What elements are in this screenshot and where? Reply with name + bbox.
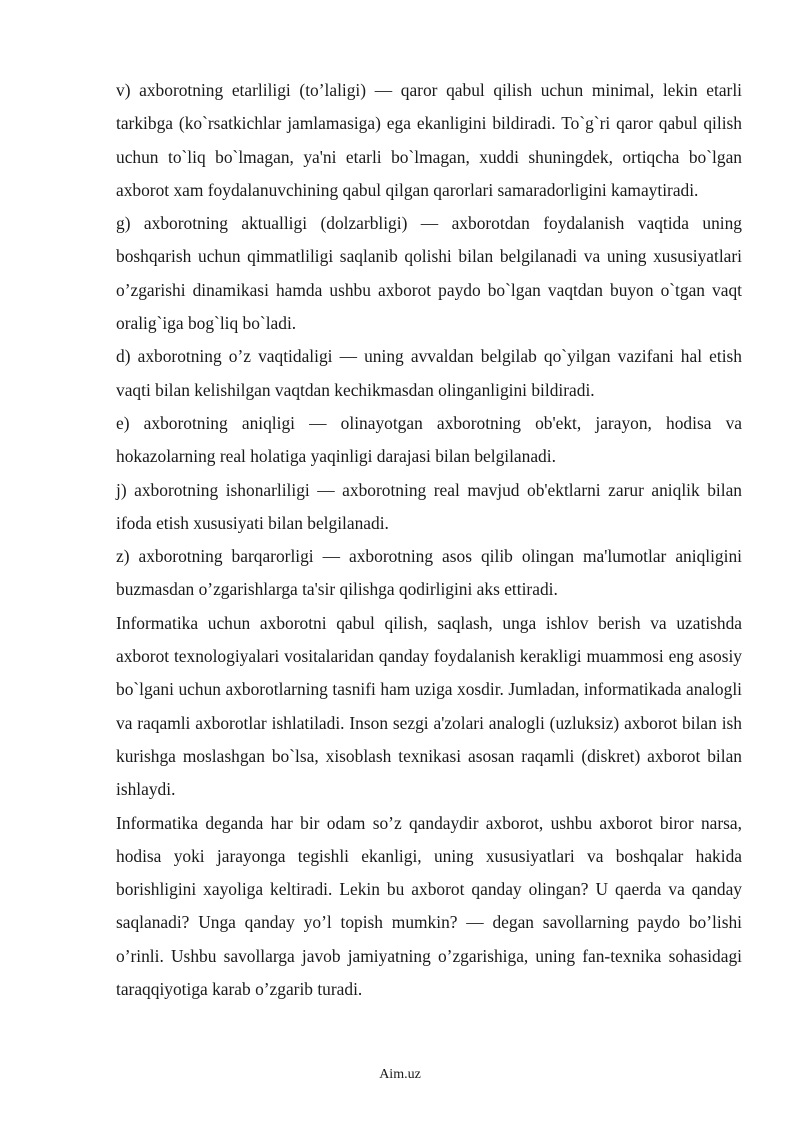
page-footer: Aim.uz [379,1067,421,1082]
paragraph-vaqtidaligi: d) axborotning o’z vaqtidaligi — uning avvaldan belgilab qo`yilgan vazifani hal etish vaqti bilan kelishilgan vaqtdan kechikmasdan olinganligini bildiradi. [116,346,742,400]
paragraph-barqarorligi: z) axborotning barqarorligi — axborotning asos qilib olingan ma'lumotlar aniqligini buzmasdan o’zgarishlarga ta'sir qilishga qodirligini aks ettiradi. [116,546,742,600]
paragraph-ishonarliligi: j) axborotning ishonarliligi — axborotning real mavjud ob'ektlarni zarur aniqlik bilan ifoda etish xususiyati bilan belgilanadi. [116,479,742,533]
paragraph-aktualligi: g) axborotning aktualligi (dolzarbligi) — axborotdan foydalanish vaqtida uning boshqarish uchun qimmatliligi saqlanib qolishi bilan belgilanadi va uning xususiyatlari o’zgarishi dinamikasi hamda ushbu axborot paydo bo`lgan vaqtdan buyon o`tgan vaqt oralig`iga bog`liq bo`ladi. [116,213,742,334]
document-body [116,74,742,1006]
paragraph-informatika-tasnifi: Informatika uchun axborotni qabul qilish, saqlash, unga ishlov berish va uzatishda axborot texnologiyalari vositalaridan qanday foydalanish kerakligi muammosi eng asosiy bo`lgani uchun axborotlarning tasnifi ham uziga xosdir. Jumladan, informatikada analogli va raqamli axborotlar ishlatiladi. Inson sezgi a'zolari analogli (uzluksiz) axborot bilan ish kurishga moslashgan bo`lsa, xisoblash texnikasi asosan raqamli (diskret) axborot bilan ishlaydi. [116,612,742,800]
paragraph-informatika-savollar: Informatika deganda har bir odam so’z qandaydir axborot, ushbu axborot biror narsa, hodisa yoki jarayonga tegishli ekanligi, uning xususiyatlari va boshqalar hakida borishligini xayoliga keltiradi. Lekin bu axborot qanday olingan? U qaerda va qanday saqlanadi? Unga qanday yo’l topish mumkin? — degan savollarning paydo bo’lishi o’rinli. Ushbu savollarga javob jamiyatning o’zgarishiga, uning fan-texnika sohasidagi taraqqiyotiga karab o’zgarib turadi. [116,812,742,1000]
paragraph-etarliligi: v) axborotning etarliligi (to’laligi) — qaror qabul qilish uchun minimal, lekin etarli tarkibga (ko`rsatkichlar jamlamasiga) ega ekanligini bildiradi. To`g`ri qaror qabul qilish uchun to`liq bo`lmagan, ya'ni etarli bo`lmagan, xuddi shuningdek, ortiqcha bo`lgan axborot xam foydalanuvchining qabul qilgan qarorlari samaradorligini kamaytiradi. [116,80,742,200]
paragraph-aniqligi: e) axborotning aniqligi — olinayotgan axborotning ob'ekt, jarayon, hodisa va hokazolarning real holatiga yaqinligi darajasi bilan belgilanadi. [116,412,742,467]
